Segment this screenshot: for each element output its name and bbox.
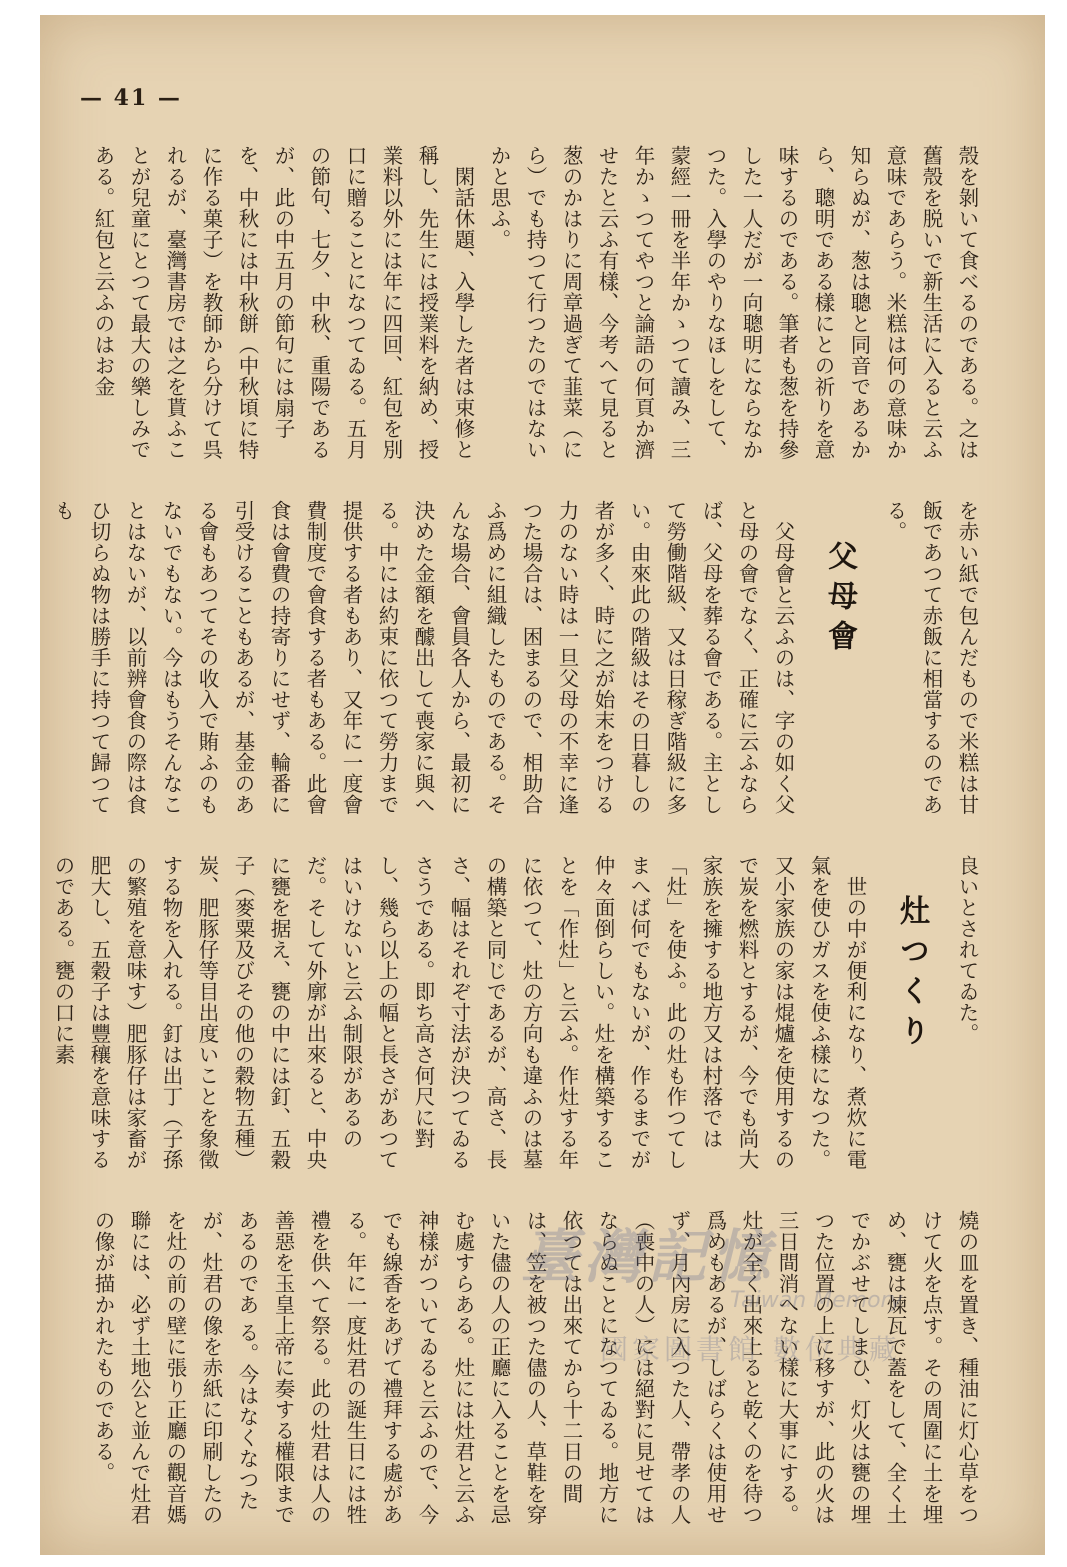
section-heading: 父母會 [822,540,857,660]
paragraph: 閑話休題、入學した者は束修と稱し、先生には授業料を納め、授業料以外には年に四回、紅包を別口に贈ることになつてゐる。五月の節句、七夕、中秋、重陽であるが、此の中五月の節句には扇子を、中秋には中秋餅（中秋頃に特に作る菓子）を教師から分けて呉れるが、臺灣書房では之を貰ふことが兒童にとつて最大の樂しみである。紅包と云ふのはお金 [91,145,475,460]
paragraph: 世の中が便利になり、煮炊に電氣を使ひガスを使ふ樣になつた。又小家族の家は焜爐を使用するので炭を燃料とするが、今でも尚大家族を擁する地方又は村落では「灶」を使ふ。此の灶も作つてしまへば何でもないが、作るまでが仲々面倒らしい。灶を構築することを「作灶」と云ふ。作灶する年に依つて、灶の方向も違ふのは墓の構築と同じであるが、高さ、長さ、幅はそれぞ寸法が決つてゐるさうである。即ち高さ何尺に對し、幾ら以上の幅と長さがあつてはいけないと云ふ制限があるのだ。そして外廓が出來ると、中央に甕を据え、甕の中には釘、五穀子（麥粟及びその他の穀物五種）炭、肥豚仔等目出度いことを象徵する物を入れる。釘は出丁（子孫の繁殖を意味す）肥豚仔は家畜が肥大し、五穀子は豐穰を意味するのである。甕の口に素 [51,855,867,1170]
paragraph: 父母會と云ふのは、字の如く父と母の會でなく、正確に云ふならば、父母を葬る會である。主として勞働階級、又は日稼ぎ階級に多い。由來此の階級はその日暮しの者が多く、時に之が始末をつける力のない時は一旦父母の不幸に逢つた場合は、困まるので、相助合ふ爲めに組織したものである。そんな場合、會員各人から、最初に決めた金額を醵出して喪家に與へる。中には約束に依つて勞力まで提供する者もあり、又年に一度會費制度で會食する者もある。此會食は會費の持寄りにせず、輪番に引受けることもあるが、基金のある會もあつてその收入で賄ふのもないでもない。今はもうそんなことはないが、以前辨會食の際は食ひ切らぬ物は勝手に持つて歸つても [51,500,795,815]
watermark-sub: 國家圖書館 數位典藏 [600,1333,901,1366]
paragraph: 燒の皿を置き、種油に灯心草をつけて火を点す。その周圍に土を埋め、甕は煉瓦で蓋をして、全く土でかぶせてしまひ、灯火は甕の埋つた位置の上に移すが、此の火は三日間消へない樣に大事にする。灶が全く出來上ると乾くのを待つ爲めもあるが、しばらくは使用せず、月內房に入つた人、帶孝の人（喪中の人）には絕對に見せてはならぬことになつてゐる。地方に依つては出來てから十二日の間は、笠を被つた儘の人、草鞋を穿いた儘の人の正廳に入ることを忌む處すらある。灶には灶君と云ふ神樣がついてゐると云ふので、今でも線香をあげて禮拜する處がある。年に一度灶君の誕生日には牲禮を供へて祭る。此の灶君は人の善惡を玉皇上帝に奏する權限まであるのであ る。今はなくなつたが、灶君の像を赤紙に印刷したのを灶の前の壁に張り正廳の觀音媽聯には、必ず土地公と並んで灶君の像が描かれたものである。 [91,1210,979,1525]
watermark-main: 臺灣記憶 [520,1223,777,1291]
text-tier-3 [51,855,985,1185]
library-watermark [500,1210,1000,1380]
text-tier-1 [85,145,985,475]
paragraph: 良いとされてゐた。 [955,855,979,1044]
page-number: — 41 — [80,85,182,111]
section-heading: 灶つくり [894,895,929,1055]
text-tier-2 [51,500,985,830]
watermark-latin: Taiwan Memory [730,1288,903,1313]
paragraph: 殼を剝いて食べるのである。之は舊殼を脱いで新生活に入ると云ふ意味であらう。米糕は何の意味か知らぬが、葱は聰と同音であるから、聰明である樣にとの祈りを意味するのである。筆者も葱を持參した一人だが一向聰明にならなかつた。入學のやりなほしをして、蒙經一冊を半年かゝつて讀み、三年かゝつてやつと論語の何頁か濟せたと云ふ有樣、今考へて見ると葱のかはりに周章過ぎて韮菜（にら）でも持つて行つたのではないかと思ふ。 [487,145,979,460]
paragraph: を赤い紙で包んだもので米糕は甘飯であつて赤飯に相當するのである。 [883,500,979,815]
